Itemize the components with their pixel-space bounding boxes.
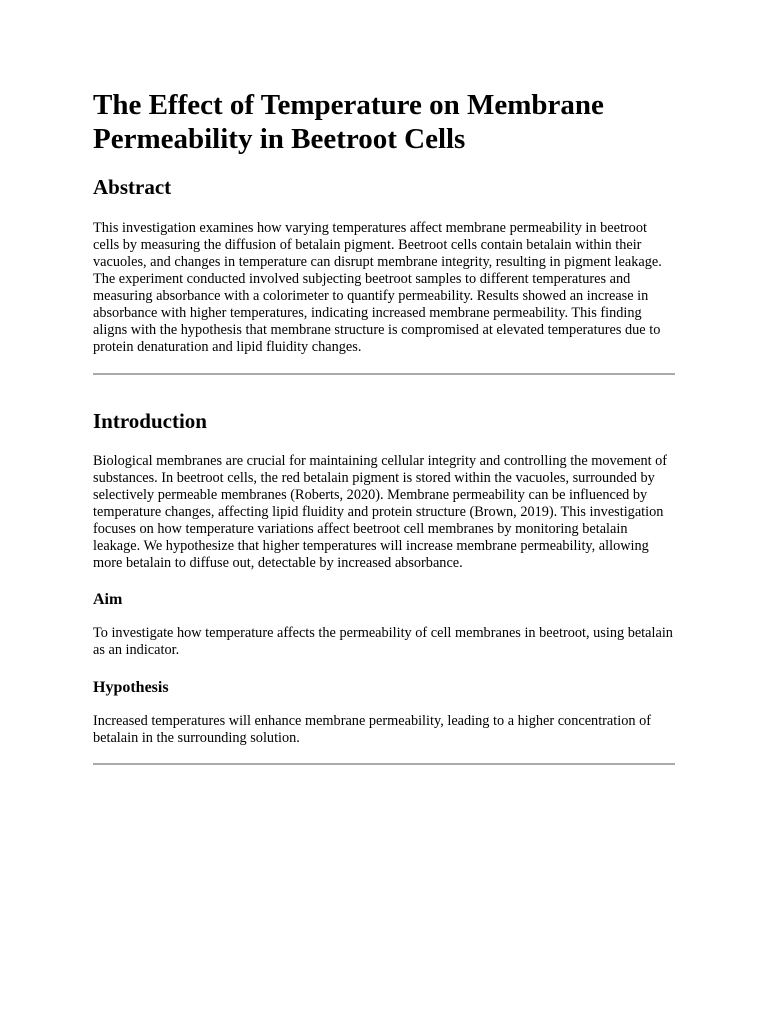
introduction-heading: Introduction xyxy=(93,409,207,433)
introduction-section xyxy=(93,408,675,747)
aim-heading: Aim xyxy=(93,591,123,608)
abstract-paragraph: This investigation examines how varying temperatures affect membrane permeability in beetroot cells by measuring the diffusion of betalain pigment. Beetroot cells contain betalain within their vacuoles, and changes in temperature can disrupt membrane integrity, resulting in pigment leakage. The experiment conducted involved subjecting beetroot samples to different temperatures and measuring absorbance with a colorimeter to quantify permeability. Results showed an increase in absorbance with higher temperatures, indicating increased membrane permeability. This finding aligns with the hypothesis that membrane structure is compromised at elevated temperatures due to protein denaturation and lipid fluidity changes. xyxy=(93,220,662,355)
section-divider-bottom xyxy=(93,763,675,765)
abstract-heading: Abstract xyxy=(93,175,172,199)
aim-paragraph: To investigate how temperature affects the permeability of cell membranes in beetroot, using betalain as an indicator. xyxy=(93,625,673,658)
hypothesis-paragraph: Increased temperatures will enhance membrane permeability, leading to a higher concentration of betalain in the surrounding solution. xyxy=(93,713,651,746)
hypothesis-heading: Hypothesis xyxy=(93,679,169,696)
introduction-paragraph: Biological membranes are crucial for maintaining cellular integrity and controlling the movement of substances. In beetroot cells, the red betalain pigment is stored within the vacuoles, surrounded by selectively permeable membranes (Roberts, 2020). Membrane permeability can be influenced by temperature changes, affecting lipid fluidity and protein structure (Brown, 2019). This investigation focuses on how temperature variations affect beetroot cell membranes by monitoring betalain leakage. We hypothesize that higher temperatures will increase membrane permeability, allowing more betalain to diffuse out, detectable by increased absorbance. xyxy=(93,453,668,571)
section-divider xyxy=(93,373,675,375)
abstract-section xyxy=(93,174,675,356)
document-title: The Effect of Temperature on Membrane Permeability in Beetroot Cells xyxy=(93,89,604,155)
